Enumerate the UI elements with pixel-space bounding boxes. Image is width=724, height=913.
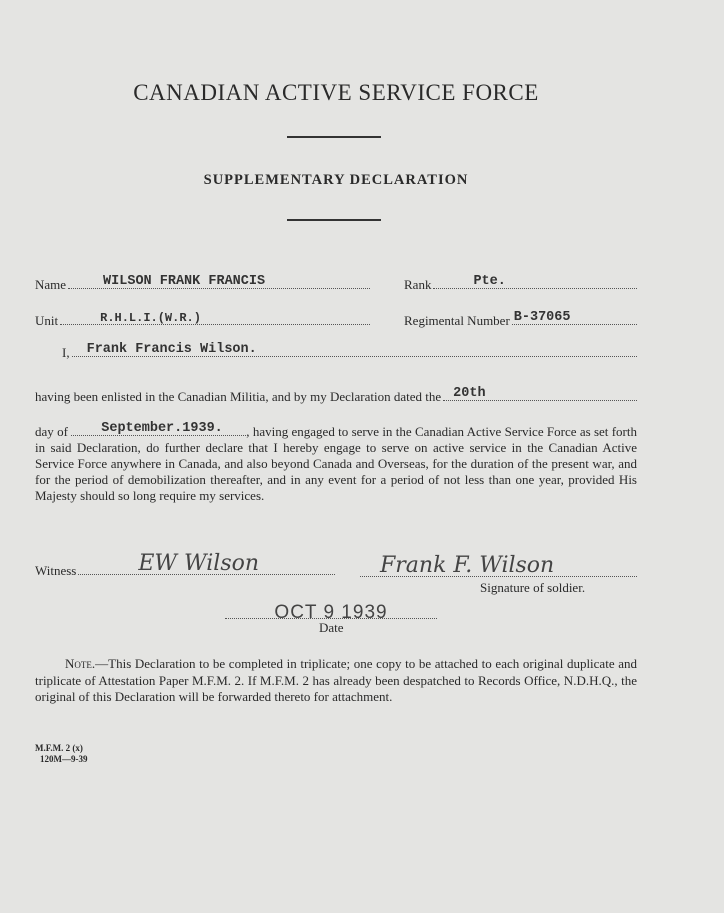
regimental-number-value: B-37065	[513, 310, 571, 325]
declarant-value: Frank Francis Wilson.	[86, 342, 257, 357]
date-stamp: OCT 9 1939	[274, 602, 388, 623]
divider	[287, 219, 381, 221]
form-code-line1: M.F.M. 2 (x)	[35, 743, 83, 753]
declaration-line	[35, 388, 637, 405]
soldier-signature: Frank F. Wilson	[380, 553, 555, 578]
declaration-body	[35, 421, 638, 504]
declaration-body-text: , having engaged to serve in the Canadian Active Service Force as set forth in said Declaration, do further declare that I hereby engage to serve on active service in the Canadian Active Service Force anywhere in Canada, and also beyond Canada and Overseas, for the duration of the present war, and for the period of demobilization thereafter, and in any event for a period of not less than one year, provided His Majesty should so long require my services.	[35, 424, 638, 503]
declarant-label: I,	[62, 345, 70, 360]
rank-field	[404, 276, 637, 293]
document-title: CANADIAN ACTIVE SERVICE FORCE	[133, 80, 539, 105]
day-of-label: day of	[35, 424, 68, 439]
form-code	[35, 743, 88, 765]
regimental-number-label: Regimental Number	[404, 313, 510, 328]
name-field	[35, 276, 370, 293]
unit-field	[35, 312, 370, 329]
note-lead: Note.	[65, 656, 96, 671]
date-label: Date	[319, 620, 344, 635]
unit-label: Unit	[35, 313, 59, 328]
note-paragraph	[35, 656, 637, 706]
form-code-line2: 120M—9-39	[40, 754, 88, 764]
witness-signature: EW Wilson	[138, 551, 260, 576]
witness-label: Witness	[35, 563, 77, 578]
divider	[287, 136, 381, 138]
rank-label: Rank	[404, 277, 432, 292]
declaration-day: 20th	[453, 386, 486, 401]
rank-value: Pte.	[473, 274, 506, 289]
soldier-signature-label: Signature of soldier.	[480, 580, 586, 595]
regimental-number-field	[404, 312, 637, 329]
note-text: —This Declaration to be completed in triplicate; one copy to be attached to each original duplicate and triplicate of Attestation Paper M.F.M. 2. If M.F.M. 2 has already been despatched to Records Office, N.D.H.Q., the original of this Declaration will be forwarded thereto for attachment.	[35, 656, 637, 704]
soldier-signature-line	[360, 553, 637, 578]
declaration-text: having been enlisted in the Canadian Militia, and by my Declaration dated the	[35, 389, 442, 404]
date-line	[225, 602, 437, 623]
name-value: WILSON FRANK FRANCIS	[103, 274, 266, 289]
unit-value: R.H.L.I.(W.R.)	[100, 311, 201, 325]
document-subtitle: SUPPLEMENTARY DECLARATION	[203, 172, 469, 188]
declaration-month-year: September.1939.	[101, 421, 223, 436]
witness-field	[35, 551, 335, 579]
declarant-field	[62, 344, 637, 361]
name-label: Name	[35, 277, 67, 292]
